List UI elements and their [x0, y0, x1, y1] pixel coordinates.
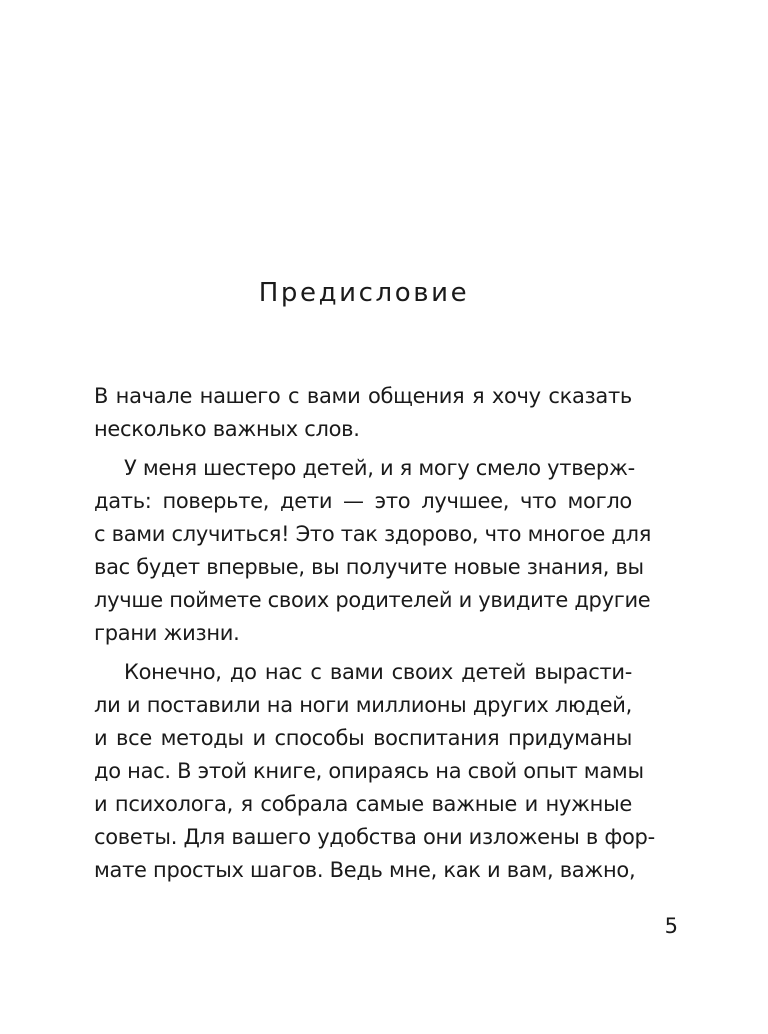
text-line: ли и поставили на ноги миллионы других людей,	[94, 693, 632, 717]
text-line: с вами случиться! Это так здорово, что многое для	[94, 522, 652, 546]
text-line: мате простых шагов. Ведь мне, как и вам, важно,	[94, 858, 636, 882]
text-line: лучше поймете своих родителей и увидите другие	[94, 588, 651, 612]
text-line: до нас. В этой книге, опираясь на свой опыт мамы	[94, 759, 644, 783]
text-line: У меня шестеро детей, и я могу смело утверж-	[124, 456, 635, 480]
text-line: дать: поверьте, дети — это лучшее, что могло	[94, 489, 632, 513]
page-number: 5	[664, 914, 678, 938]
text-line: советы. Для вашего удобства они изложены в фор-	[94, 825, 655, 849]
text-line: и психолога, я собрала самые важные и нужные	[94, 792, 632, 816]
text-line: и все методы и способы воспитания придуманы	[94, 726, 632, 750]
text-line: несколько важных слов.	[94, 417, 360, 441]
text-line: Конечно, до нас с вами своих детей вырасти-	[124, 660, 632, 684]
body-text	[94, 380, 655, 887]
chapter-heading: Предисловие	[258, 278, 470, 308]
text-line: В начале нашего с вами общения я хочу сказать	[94, 384, 632, 408]
text-line: грани жизни.	[94, 621, 240, 645]
text-line: вас будет впервые, вы получите новые знания, вы	[94, 555, 644, 579]
